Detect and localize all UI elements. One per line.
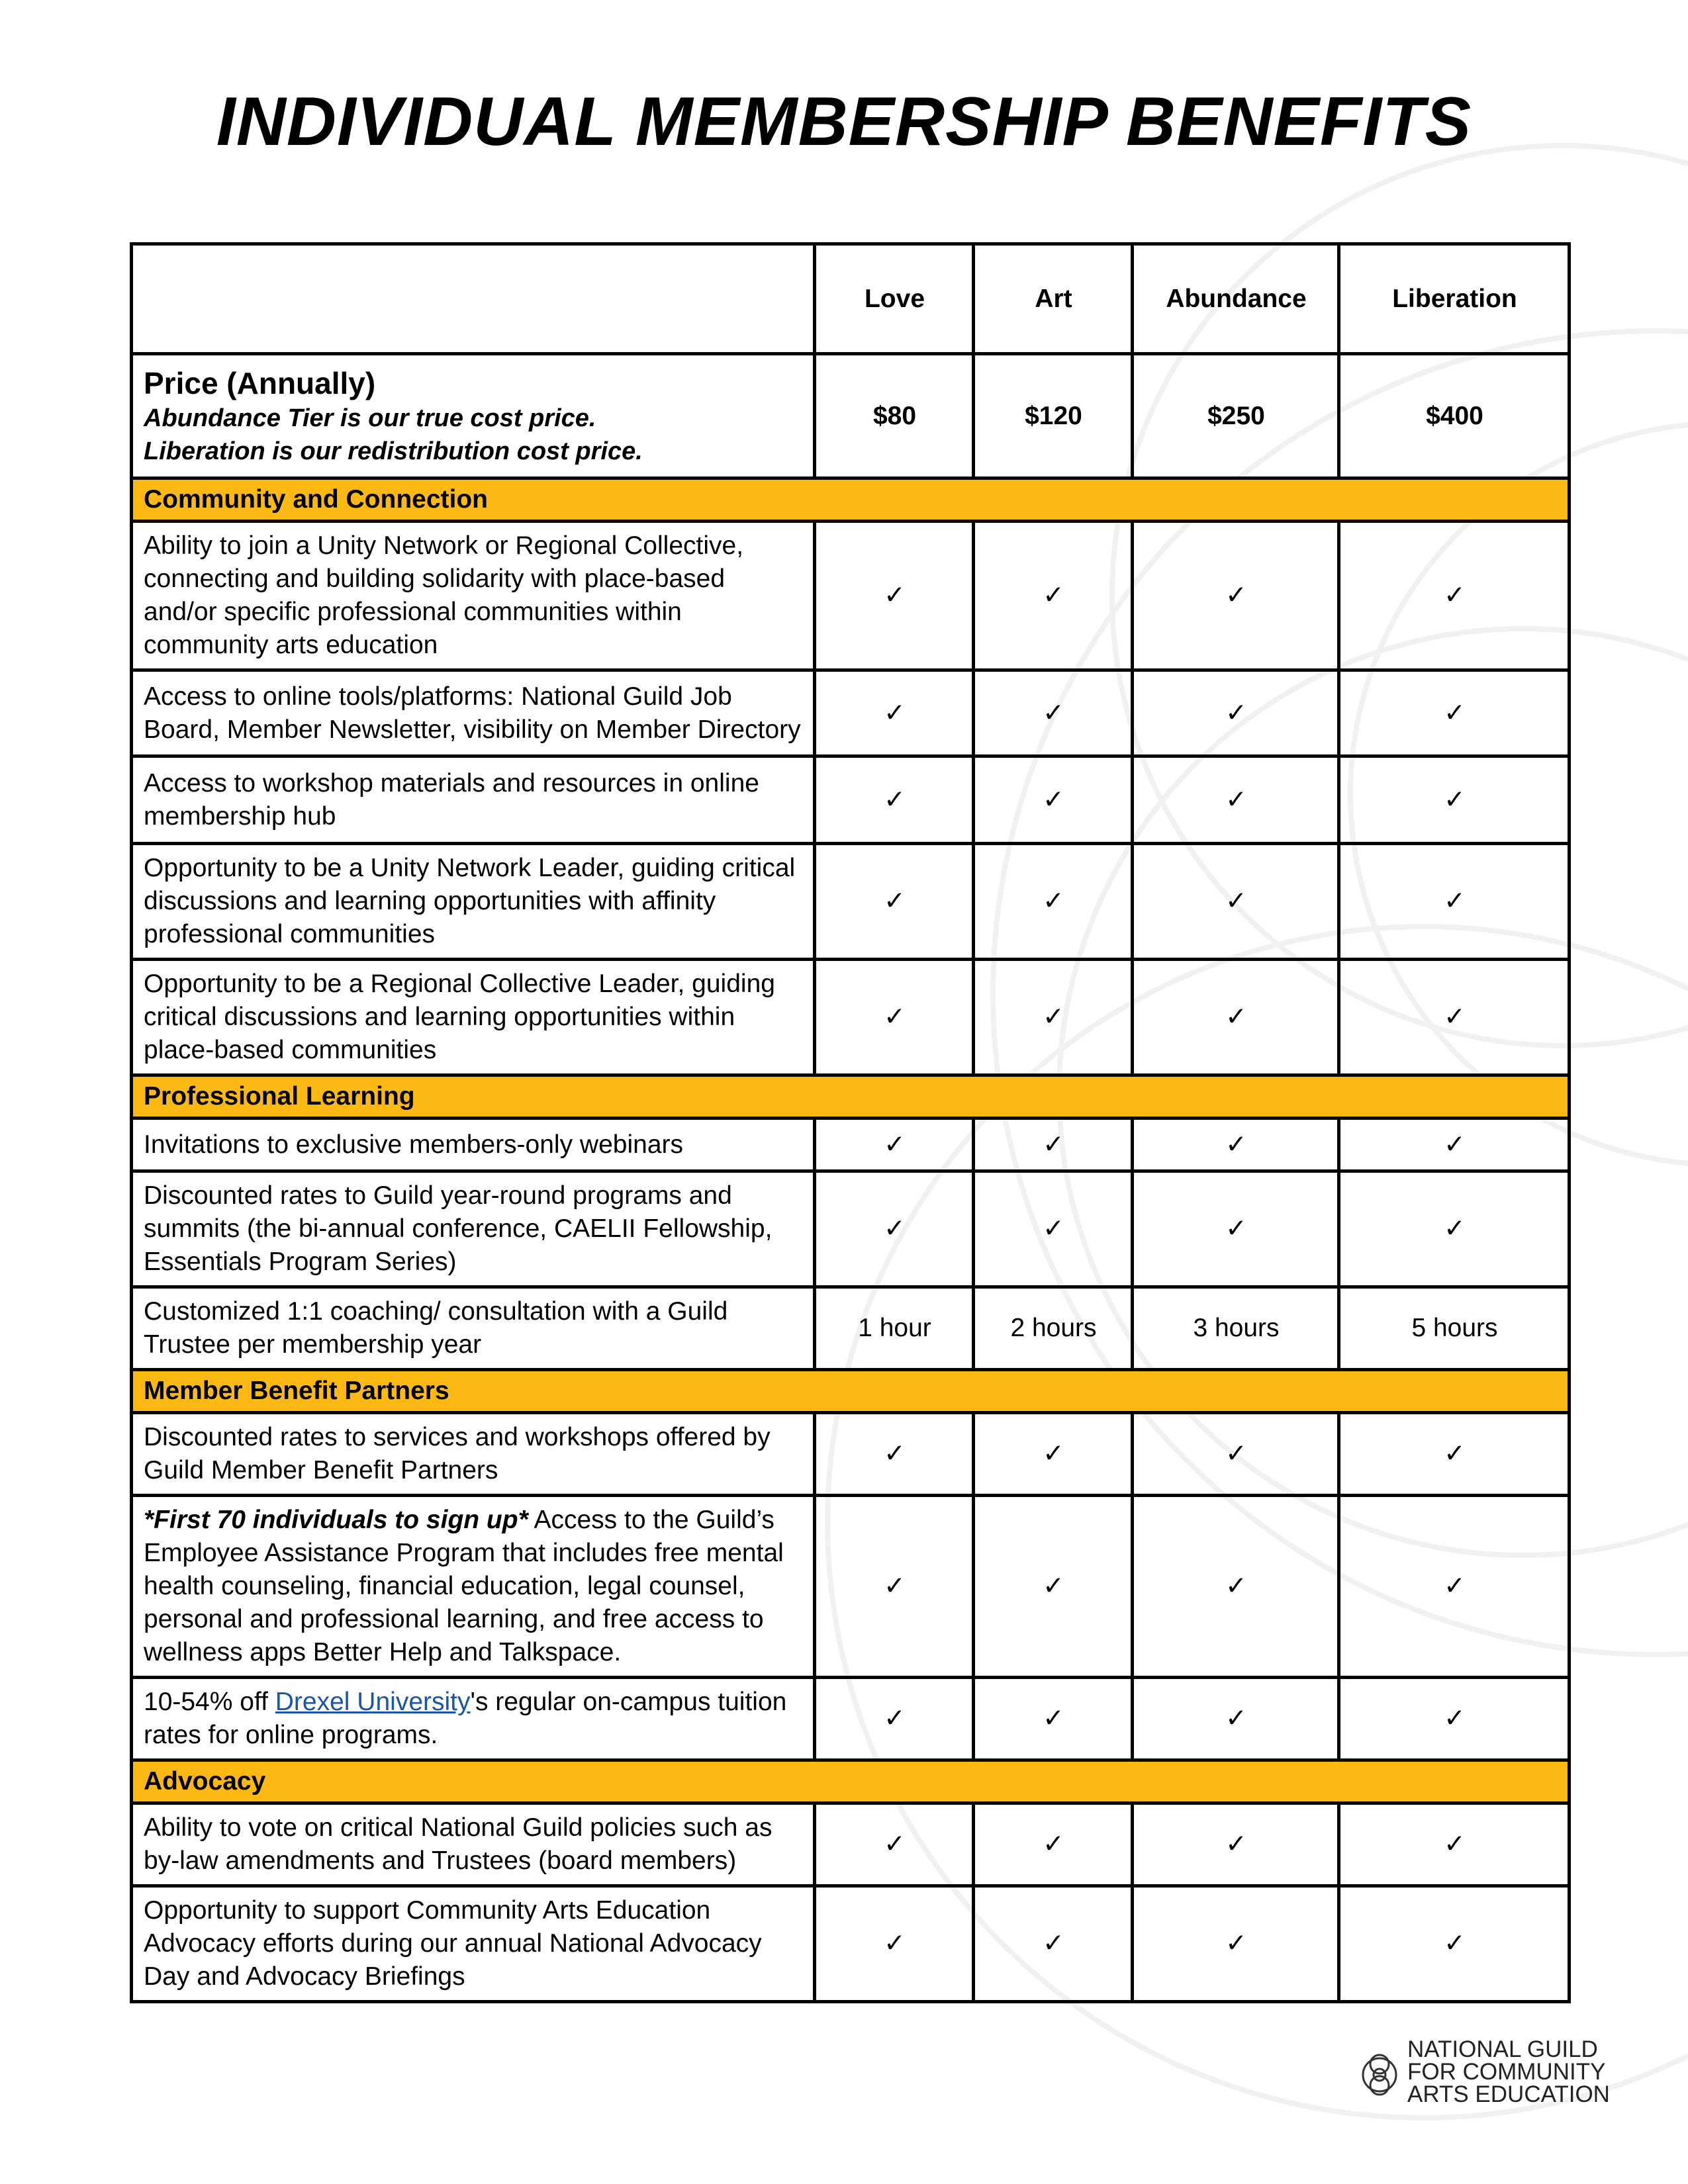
check-mark: ✓ — [1339, 1413, 1570, 1496]
check-mark: ✓ — [1133, 522, 1339, 670]
benefits-table — [130, 242, 1571, 2003]
drexel-university-link[interactable]: Drexel University — [275, 1688, 471, 1716]
check-mark: ✓ — [1133, 1803, 1339, 1886]
benefit-description: Discounted rates to services and workshops offered by Guild Member Benefit Partners — [132, 1413, 815, 1496]
table-row — [132, 1496, 1570, 1678]
logo-line: NATIONAL GUILD — [1407, 2036, 1598, 2062]
check-mark: ✓ — [1133, 1413, 1339, 1496]
coaching-hours-love: 1 hour — [815, 1287, 974, 1370]
check-mark: ✓ — [815, 1171, 974, 1287]
coaching-hours-liberation: 5 hours — [1339, 1287, 1570, 1370]
price-label-cell — [132, 354, 815, 478]
table-row — [132, 756, 1570, 844]
check-mark: ✓ — [974, 1678, 1133, 1760]
benefit-description: Opportunity to be a Unity Network Leader, guiding critical discussions and learning opportunities with affinity professional communities — [132, 844, 815, 960]
tier-art-header: Art — [974, 244, 1133, 354]
check-mark: ✓ — [1339, 1886, 1570, 2002]
price-label: Price (Annually) — [144, 365, 376, 400]
check-mark: ✓ — [1339, 844, 1570, 960]
eap-text: Access to the Guild’s Employee Assistance Program that includes free mental health counseling, financial education, legal counsel, personal and professional learning, and free access to wellness apps Better Help and Talkspace. — [144, 1506, 784, 1666]
coaching-hours-art: 2 hours — [974, 1287, 1133, 1370]
check-mark: ✓ — [1133, 1886, 1339, 2002]
check-mark: ✓ — [1339, 522, 1570, 670]
section-member-benefit-partners — [132, 1370, 1570, 1413]
check-mark: ✓ — [1133, 1496, 1339, 1678]
table-row — [132, 670, 1570, 756]
table-row — [132, 1287, 1570, 1370]
check-mark: ✓ — [974, 756, 1133, 844]
header-blank-cell — [132, 244, 815, 354]
check-mark: ✓ — [1133, 1171, 1339, 1287]
logo-line: ARTS EDUCATION — [1407, 2081, 1610, 2107]
section-professional-learning — [132, 1075, 1570, 1118]
check-mark: ✓ — [1133, 756, 1339, 844]
section-heading: Community and Connection — [132, 478, 1570, 522]
check-mark: ✓ — [974, 670, 1133, 756]
check-mark: ✓ — [1133, 1118, 1339, 1171]
check-mark: ✓ — [815, 1496, 974, 1678]
tier-love-header: Love — [815, 244, 974, 354]
price-liberation: $400 — [1339, 354, 1570, 478]
check-mark: ✓ — [974, 1803, 1133, 1886]
tier-abundance-header: Abundance — [1133, 244, 1339, 354]
price-note-redistribution: Liberation is our redistribution cost price. — [144, 437, 643, 465]
logo-wordmark — [1407, 2038, 1610, 2106]
check-mark: ✓ — [1133, 960, 1339, 1075]
check-mark: ✓ — [815, 522, 974, 670]
national-guild-logo — [1361, 2038, 1626, 2111]
check-mark: ✓ — [815, 1803, 974, 1886]
check-mark: ✓ — [974, 1496, 1133, 1678]
check-mark: ✓ — [1339, 1803, 1570, 1886]
table-row — [132, 1118, 1570, 1171]
guild-logo-icon — [1361, 2042, 1401, 2108]
check-mark: ✓ — [974, 960, 1133, 1075]
benefit-description — [132, 1678, 815, 1760]
benefit-description: Discounted rates to Guild year-round programs and summits (the bi-annual conference, CAELII Fellowship, Essentials Program Series) — [132, 1171, 815, 1287]
benefit-description: Customized 1:1 coaching/ consultation with a Guild Trustee per membership year — [132, 1287, 815, 1370]
check-mark: ✓ — [974, 1171, 1133, 1287]
section-heading: Member Benefit Partners — [132, 1370, 1570, 1413]
check-mark: ✓ — [974, 1886, 1133, 2002]
benefit-description — [132, 1496, 815, 1678]
table-row — [132, 960, 1570, 1075]
price-note-true-cost: Abundance Tier is our true cost price. — [144, 404, 596, 432]
price-art: $120 — [974, 354, 1133, 478]
check-mark: ✓ — [1133, 844, 1339, 960]
check-mark: ✓ — [815, 756, 974, 844]
check-mark: ✓ — [815, 670, 974, 756]
table-row — [132, 844, 1570, 960]
drexel-text-pre: 10-54% off — [144, 1688, 275, 1716]
check-mark: ✓ — [815, 1886, 974, 2002]
benefit-description: Invitations to exclusive members-only webinars — [132, 1118, 815, 1171]
benefit-description: Opportunity to be a Regional Collective Leader, guiding critical discussions and learning opportunities within place-based communities — [132, 960, 815, 1075]
check-mark: ✓ — [815, 1678, 974, 1760]
tier-header-row — [132, 244, 1570, 354]
price-row — [132, 354, 1570, 478]
check-mark: ✓ — [974, 522, 1133, 670]
table-row — [132, 1803, 1570, 1886]
benefit-description: Ability to join a Unity Network or Regional Collective, connecting and building solidarity with place-based and/or specific professional communities within community arts education — [132, 522, 815, 670]
benefit-description: Ability to vote on critical National Guild policies such as by-law amendments and Trustees (board members) — [132, 1803, 815, 1886]
check-mark: ✓ — [974, 1118, 1133, 1171]
section-advocacy — [132, 1760, 1570, 1803]
check-mark: ✓ — [1339, 670, 1570, 756]
check-mark: ✓ — [1339, 960, 1570, 1075]
table-row — [132, 1678, 1570, 1760]
check-mark: ✓ — [1339, 1118, 1570, 1171]
section-heading: Advocacy — [132, 1760, 1570, 1803]
table-row — [132, 522, 1570, 670]
check-mark: ✓ — [815, 844, 974, 960]
price-abundance: $250 — [1133, 354, 1339, 478]
coaching-hours-abundance: 3 hours — [1133, 1287, 1339, 1370]
eap-highlight: *First 70 individuals to sign up* — [144, 1506, 528, 1534]
benefit-description: Access to workshop materials and resources in online membership hub — [132, 756, 815, 844]
table-row — [132, 1413, 1570, 1496]
check-mark: ✓ — [1339, 1496, 1570, 1678]
check-mark: ✓ — [974, 844, 1133, 960]
drexel-text-post: 's regular on-campus tuition rates for online programs. — [144, 1688, 787, 1749]
section-community-and-connection — [132, 478, 1570, 522]
table-row — [132, 1886, 1570, 2002]
check-mark: ✓ — [815, 960, 974, 1075]
check-mark: ✓ — [974, 1413, 1133, 1496]
table-row — [132, 1171, 1570, 1287]
page-title: INDIVIDUAL MEMBERSHIP BENEFITS — [216, 83, 1472, 160]
benefit-description: Opportunity to support Community Arts Education Advocacy efforts during our annual National Advocacy Day and Advocacy Briefings — [132, 1886, 815, 2002]
check-mark: ✓ — [815, 1413, 974, 1496]
check-mark: ✓ — [1339, 1678, 1570, 1760]
check-mark: ✓ — [1339, 1171, 1570, 1287]
benefit-description: Access to online tools/platforms: National Guild Job Board, Member Newsletter, visibility on Member Directory — [132, 670, 815, 756]
check-mark: ✓ — [1339, 756, 1570, 844]
price-love: $80 — [815, 354, 974, 478]
tier-liberation-header: Liberation — [1339, 244, 1570, 354]
check-mark: ✓ — [1133, 670, 1339, 756]
logo-line: FOR COMMUNITY — [1407, 2059, 1606, 2085]
check-mark: ✓ — [815, 1118, 974, 1171]
section-heading: Professional Learning — [132, 1075, 1570, 1118]
check-mark: ✓ — [1133, 1678, 1339, 1760]
